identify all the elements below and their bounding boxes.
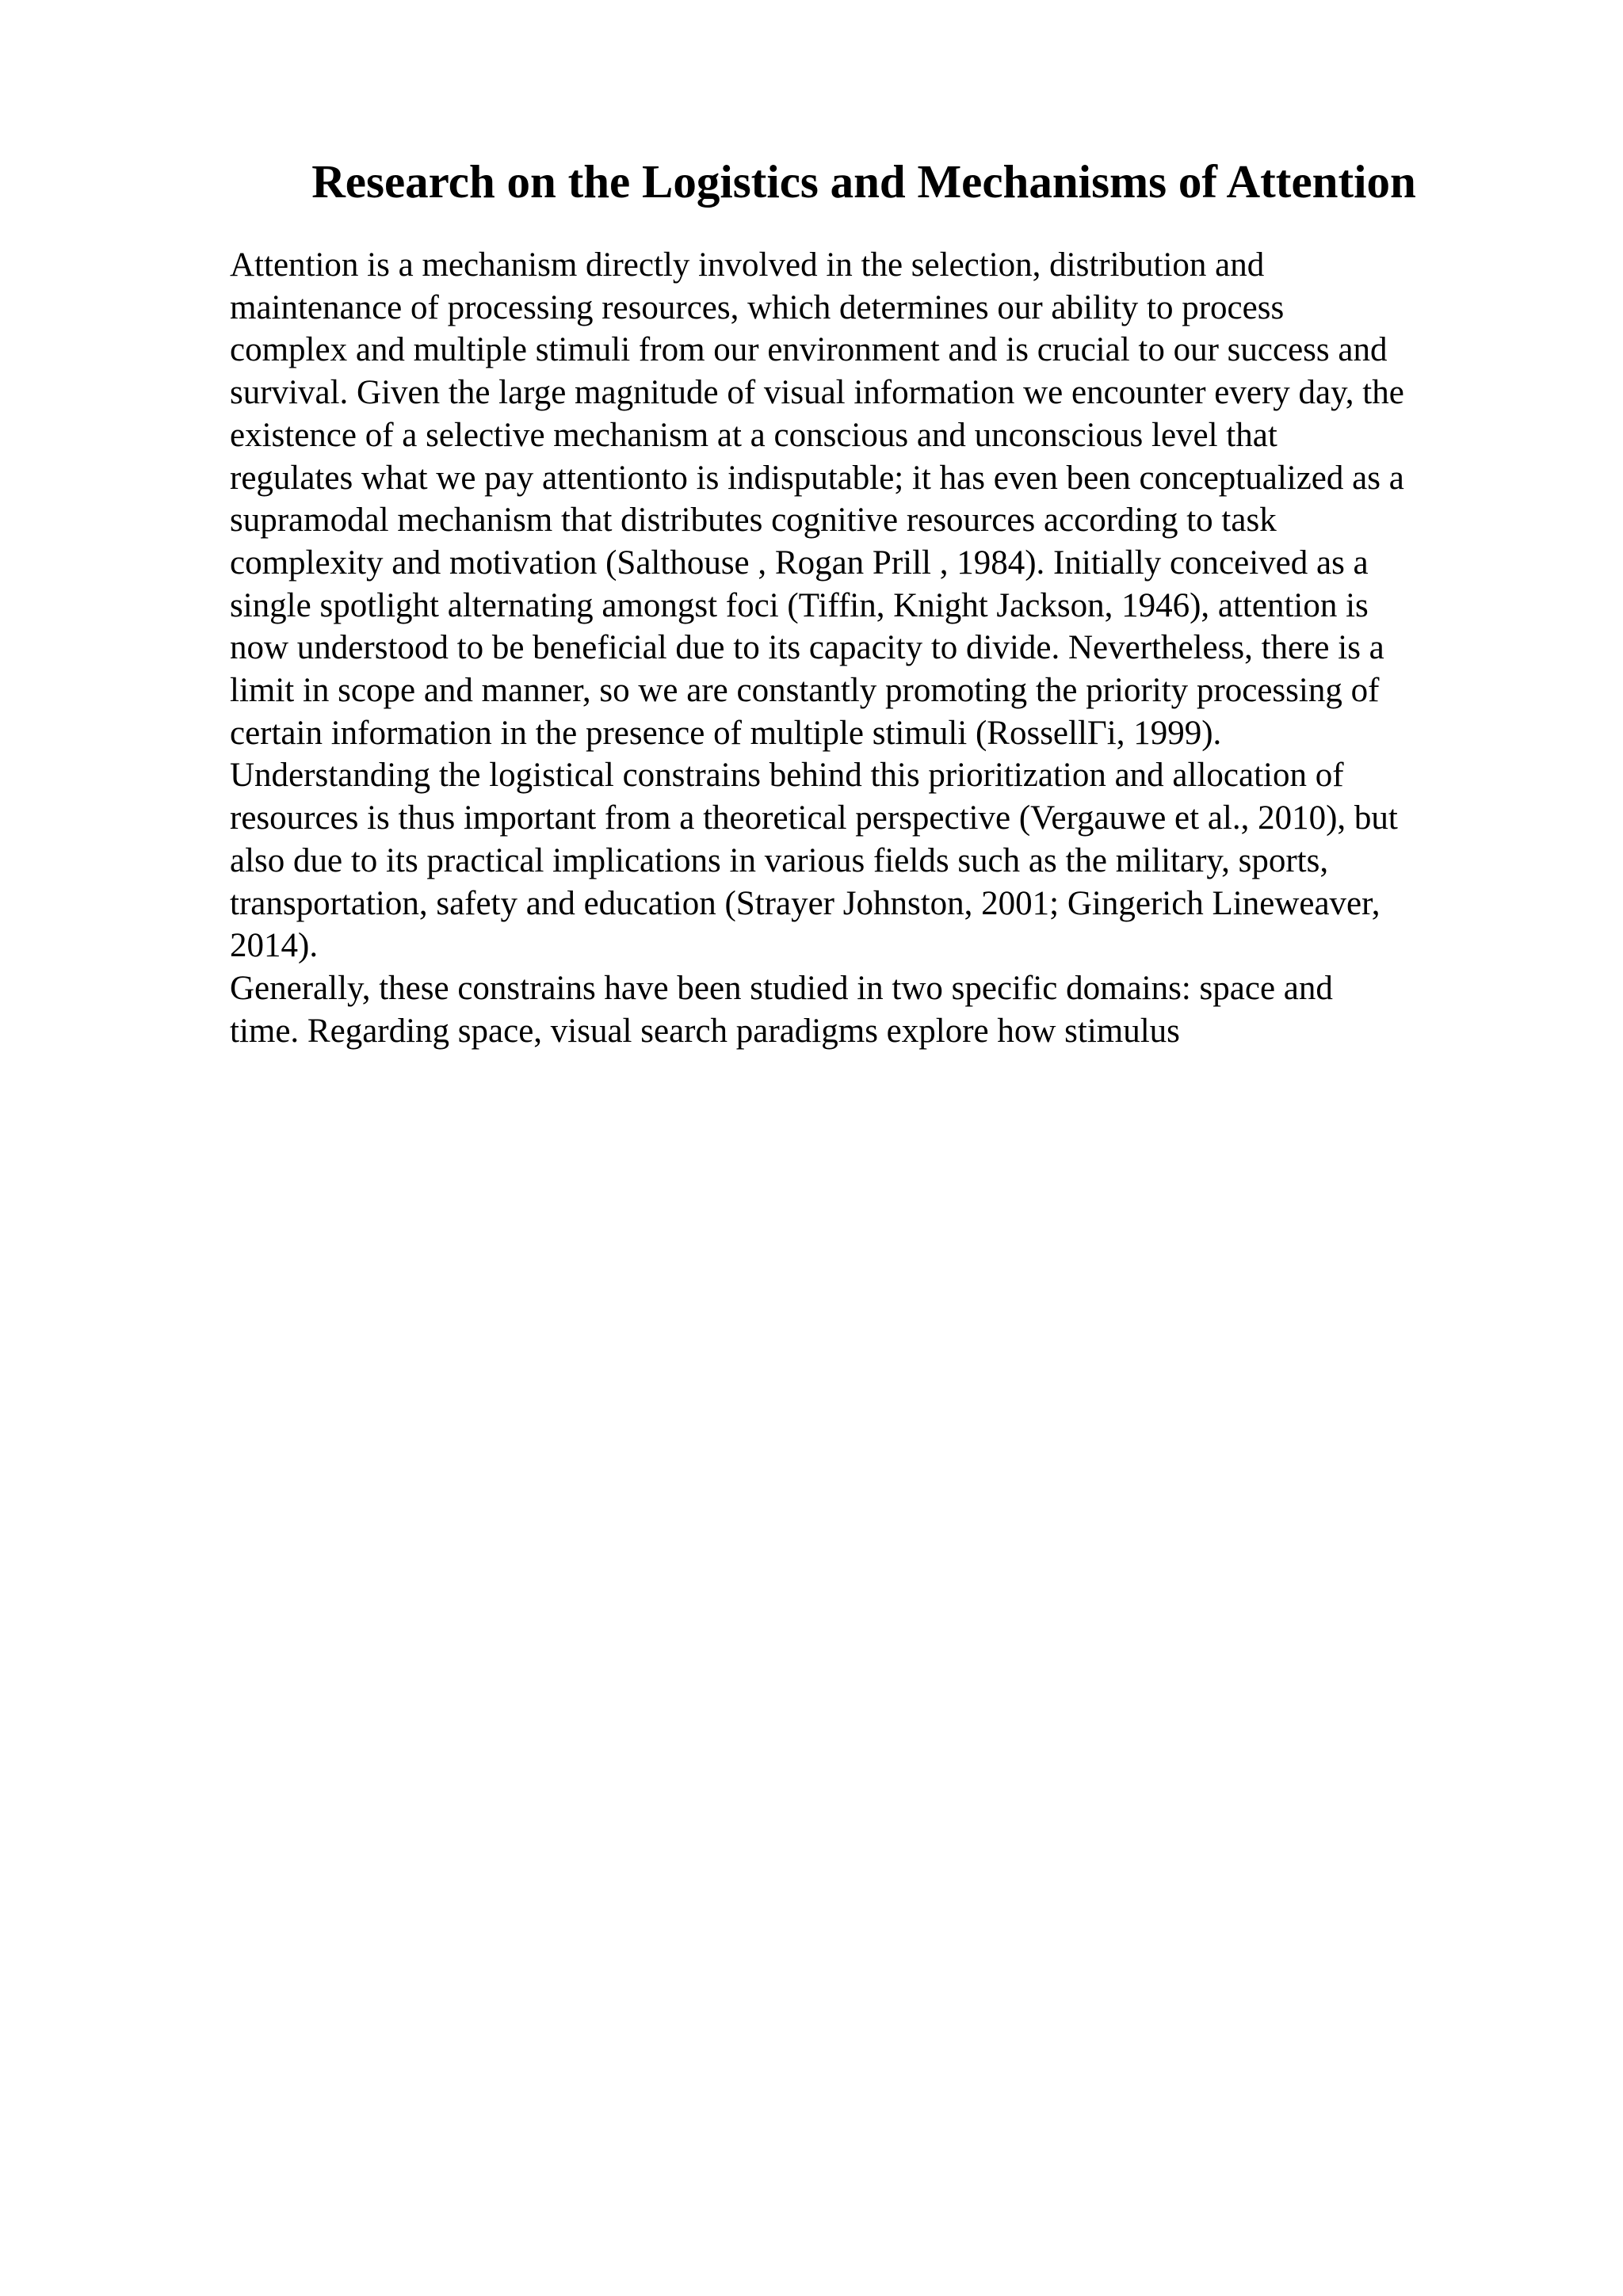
- text-line: transportation, safety and education (Strayer Johnston, 2001; Gingerich Lineweaver,: [230, 884, 1381, 922]
- text-line: now understood to be beneficial due to its capacity to divide. Nevertheless, there is a: [230, 629, 1384, 667]
- text-line: time. Regarding space, visual search paradigms explore how stimulus: [230, 1012, 1180, 1050]
- text-line: resources is thus important from a theoretical perspective (Vergauwe et al., 2010), but: [230, 799, 1398, 837]
- text-line: limit in scope and manner, so we are constantly promoting the priority processing of: [230, 672, 1380, 710]
- text-line: Understanding the logistical constrains behind this prioritization and allocation of: [230, 757, 1344, 795]
- text-line: 2014).: [230, 927, 319, 965]
- document-title: Research on the Logistics and Mechanisms of Attention: [311, 155, 1416, 208]
- text-line: also due to its practical implications in various fields such as the military, sports,: [230, 841, 1329, 879]
- text-line: complex and multiple stimuli from our environment and is crucial to our success and: [230, 331, 1388, 369]
- text-line: maintenance of processing resources, which determines our ability to process: [230, 288, 1285, 326]
- text-line: existence of a selective mechanism at a conscious and unconscious level that: [230, 416, 1277, 454]
- body-text: [230, 244, 1529, 1052]
- text-line: certain information in the presence of multiple stimuli (RossellΓi, 1999).: [230, 714, 1222, 752]
- text-line: regulates what we pay attentionto is indisputable; it has even been conceptualized as a: [230, 459, 1404, 497]
- text-line: supramodal mechanism that distributes cognitive resources according to task: [230, 502, 1277, 540]
- text-line: Generally, these constrains have been studied in two specific domains: space and: [230, 969, 1333, 1007]
- text-line: survival. Given the large magnitude of visual information we encounter every day, the: [230, 374, 1404, 412]
- text-line: single spotlight alternating amongst foci (Tiffin, Knight Jackson, 1946), attention is: [230, 586, 1369, 624]
- text-line: complexity and motivation (Salthouse , Rogan Prill , 1984). Initially conceived as a: [230, 543, 1369, 582]
- text-line: Attention is a mechanism directly involved in the selection, distribution and: [230, 246, 1265, 284]
